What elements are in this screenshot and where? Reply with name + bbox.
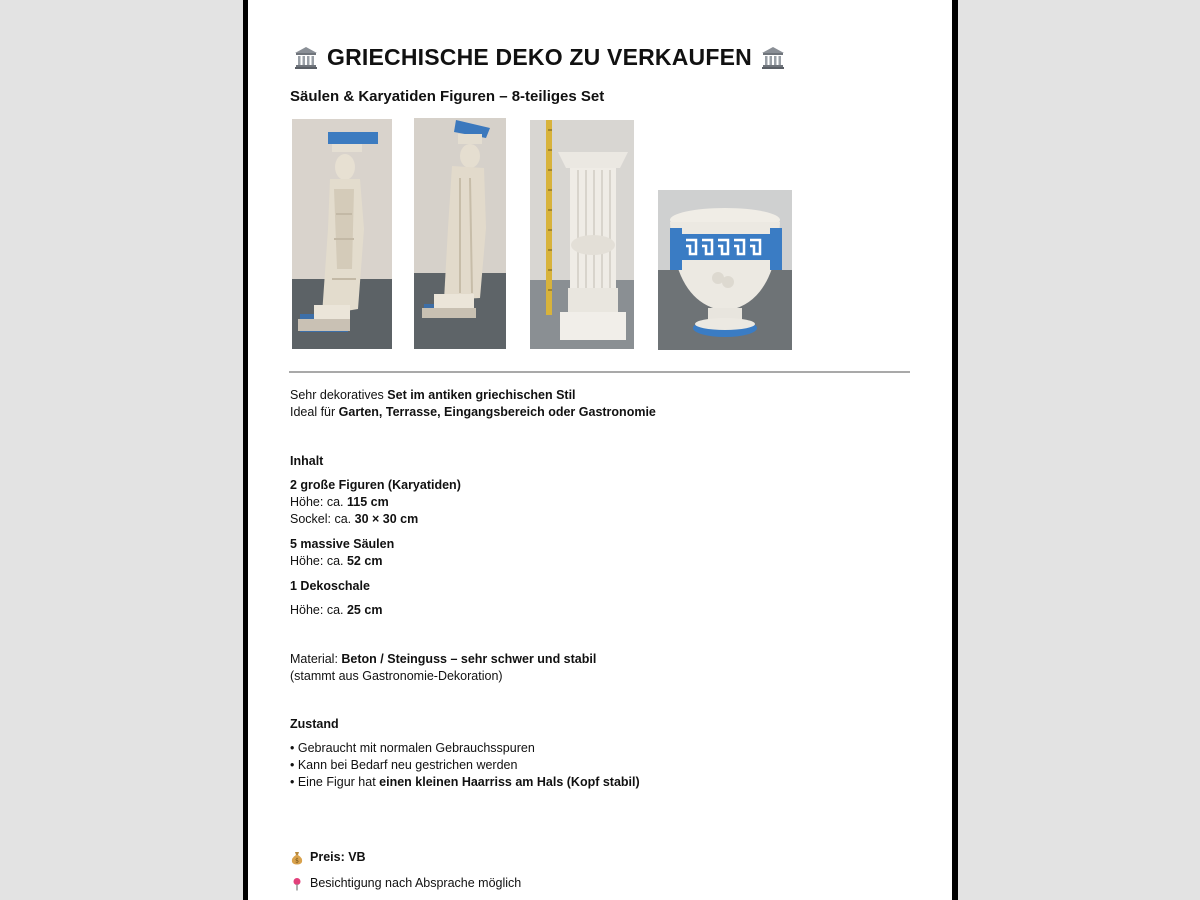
value-text: 52 cm [346, 554, 383, 568]
bowl-height [290, 602, 382, 619]
saeule-photo [530, 120, 634, 349]
intro-line-1 [290, 387, 576, 404]
figures-base [290, 511, 418, 528]
money-bag-icon [290, 851, 304, 865]
bowl-title: 1 Dekoschale [290, 579, 370, 593]
classical-building-icon [760, 45, 786, 71]
svg-text:$: $ [295, 857, 299, 864]
value-text: einen kleinen Haarriss am Hals (Kopf stabil) [379, 775, 640, 789]
intro-line-2 [290, 404, 656, 421]
label-text: Höhe: ca. [290, 603, 347, 617]
zustand-item-2: • Kann bei Bedarf neu gestrichen werden [290, 758, 518, 772]
label-text: • Eine Figur hat [290, 775, 380, 789]
viewing-line [290, 875, 521, 892]
page-title [293, 44, 786, 71]
value-text: Beton / Steinguss – sehr schwer und stabil [341, 652, 597, 666]
label-text: Höhe: ca. [290, 554, 347, 568]
price-line [290, 849, 366, 866]
label-text: Höhe: ca. [290, 495, 347, 509]
zustand-heading: Zustand [290, 717, 339, 731]
material-note: (stammt aus Gastronomie-Dekoration) [290, 669, 503, 683]
classical-building-icon [293, 45, 319, 71]
price-text: Preis: VB [310, 850, 366, 864]
zustand-item-3 [290, 774, 640, 791]
figures-height [290, 494, 389, 511]
value-text: 115 cm [346, 495, 389, 509]
karyatide-side-photo [414, 118, 506, 349]
intro-bold-text: Garten, Terrasse, Eingangsbereich oder Gastronomie [338, 405, 656, 419]
pin-icon [290, 877, 304, 891]
label-text: Sockel: ca. [290, 512, 355, 526]
value-text: 25 cm [346, 603, 383, 617]
dekoschale-photo [658, 190, 792, 350]
columns-height [290, 553, 382, 570]
page-subtitle: Säulen & Karyatiden Figuren – 8-teiliges Set [290, 88, 605, 105]
material-line [290, 651, 596, 668]
value-text: 30 × 30 cm [354, 512, 419, 526]
title-text: GRIECHISCHE DEKO ZU VERKAUFEN [327, 44, 752, 70]
intro-text: Ideal für [290, 405, 339, 419]
label-text: Material: [290, 652, 342, 666]
intro-bold-text: Set im antiken griechischen Stil [387, 388, 576, 402]
columns-title: 5 massive Säulen [290, 537, 395, 551]
viewing-text: Besichtigung nach Absprache möglich [310, 876, 522, 890]
inhalt-heading: Inhalt [290, 454, 324, 468]
section-divider [289, 371, 910, 373]
figures-title: 2 große Figuren (Karyatiden) [290, 478, 461, 492]
intro-text: Sehr dekoratives [290, 388, 388, 402]
karyatide-front-photo [292, 119, 392, 349]
zustand-item-1: • Gebraucht mit normalen Gebrauchsspuren [290, 741, 535, 755]
